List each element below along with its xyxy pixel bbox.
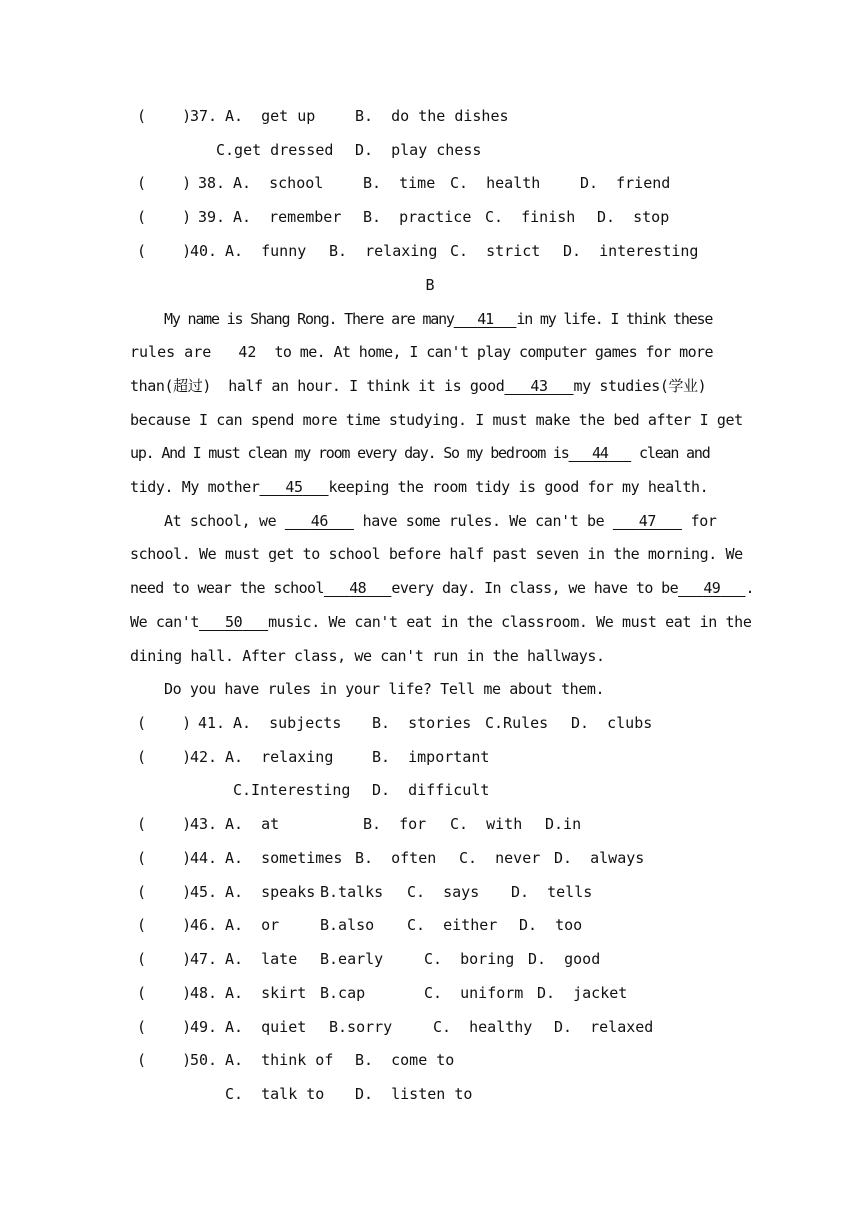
q42-option-a: A. relaxing [225, 748, 334, 766]
q44-option-a: A. sometimes [225, 849, 343, 867]
passage-line: rules are 42 to me. At home, I can't play computer games for more [130, 343, 713, 361]
q39-option-d: D. stop [597, 208, 670, 226]
q40-paren: ( ) [137, 242, 192, 260]
q45-paren: ( ) [137, 883, 192, 901]
q44-option-b: B. often [355, 849, 437, 867]
q37-paren: ( ) [137, 107, 192, 125]
section-title: B [425, 276, 435, 294]
q47-option-c: C. boring [424, 950, 515, 968]
blank-45: 45 [285, 478, 303, 496]
q42-number: 42. [190, 748, 218, 766]
q46-number: 46. [190, 916, 218, 934]
blank-46: 46 [310, 512, 329, 530]
q38-option-d: D. friend [580, 174, 671, 192]
q44-option-d: D. always [554, 849, 645, 867]
q47-option-d: D. good [528, 950, 601, 968]
q40-option-b: B. relaxing [329, 242, 438, 260]
q39-number: 39. [198, 208, 226, 226]
q50-number: 50. [190, 1051, 218, 1069]
blank-43: 43 [530, 377, 548, 395]
q41-option-c: C.Rules [485, 714, 549, 732]
q40-option-d: D. interesting [563, 242, 699, 260]
q44-number: 44. [190, 849, 218, 867]
q46-option-b: B.also [320, 916, 375, 934]
blank-48: 48 [349, 579, 367, 597]
passage-line: than(超过) half an hour. I think it is good 43 my studies(学业) [130, 377, 707, 395]
blank-41: 41 [477, 310, 493, 328]
q48-option-a: A. skirt [225, 984, 307, 1002]
q41-paren: ( ) [137, 714, 192, 732]
q45-option-d: D. tells [511, 883, 593, 901]
q40-option-c: C. strict [450, 242, 541, 260]
q38-option-b: B. time [363, 174, 436, 192]
q39-option-a: A. remember [233, 208, 342, 226]
q49-option-d: D. relaxed [554, 1018, 654, 1036]
q41-number: 41. [198, 714, 226, 732]
q48-option-c: C. uniform [424, 984, 524, 1002]
q48-paren: ( ) [137, 984, 192, 1002]
q38-paren: ( ) [137, 174, 192, 192]
q49-paren: ( ) [137, 1018, 192, 1036]
q37-option-d: D. play chess [355, 141, 482, 159]
q43-option-b: B. for [363, 815, 427, 833]
q42-option-d: D. difficult [372, 781, 490, 799]
q50-option-a: A. think of [225, 1051, 334, 1069]
q37-number: 37. [190, 107, 218, 125]
q43-paren: ( ) [137, 815, 192, 833]
passage-line: tidy. My mother 45 keeping the room tidy is good for my health. [130, 478, 709, 496]
q45-option-b: B.talks [320, 883, 384, 901]
q44-option-c: C. never [459, 849, 541, 867]
q39-option-b: B. practice [363, 208, 472, 226]
q48-option-d: D. jacket [537, 984, 628, 1002]
q39-paren: ( ) [137, 208, 192, 226]
q46-paren: ( ) [137, 916, 192, 934]
passage-line: dining hall. After class, we can't run in the hallways. [130, 647, 605, 665]
q47-paren: ( ) [137, 950, 192, 968]
q45-number: 45. [190, 883, 218, 901]
q47-option-a: A. late [225, 950, 298, 968]
q40-number: 40. [190, 242, 218, 260]
q38-number: 38. [198, 174, 226, 192]
passage-line: Do you have rules in your life? Tell me about them. [164, 680, 605, 698]
q43-number: 43. [190, 815, 218, 833]
q42-paren: ( ) [137, 748, 192, 766]
passage-line: My name is Shang Rong. There are many 41 in my life. I think these [164, 310, 713, 328]
blank-50: 50 [224, 613, 243, 631]
q45-option-a: A. speaks [225, 883, 316, 901]
q49-option-b: B.sorry [329, 1018, 393, 1036]
q49-number: 49. [190, 1018, 218, 1036]
blank-47: 47 [638, 512, 657, 530]
q46-option-a: A. or [225, 916, 280, 934]
q37-option-a: A. get up [225, 107, 316, 125]
passage-line: up. And I must clean my room every day. So my bedroom is 44 clean and [130, 444, 710, 462]
q39-option-c: C. finish [485, 208, 576, 226]
passage-line: school. We must get to school before half past seven in the morning. We [130, 545, 743, 563]
blank-42: 42 [238, 343, 257, 361]
q48-number: 48. [190, 984, 218, 1002]
q43-option-c: C. with [450, 815, 523, 833]
q44-paren: ( ) [137, 849, 192, 867]
q40-option-a: A. funny [225, 242, 307, 260]
q45-option-c: C. says [407, 883, 480, 901]
passage-line: We can't 50 music. We can't eat in the classroom. We must eat in the [130, 613, 752, 631]
q43-option-a: A. at [225, 815, 280, 833]
q43-option-d: D.in [545, 815, 582, 833]
q46-option-c: C. either [407, 916, 498, 934]
q50-option-d: D. listen to [355, 1085, 473, 1103]
passage-line: because I can spend more time studying. I must make the bed after I get [130, 411, 743, 429]
q38-option-c: C. health [450, 174, 541, 192]
q42-option-b: B. important [372, 748, 490, 766]
q49-option-c: C. healthy [433, 1018, 533, 1036]
q37-option-b: B. do the dishes [355, 107, 509, 125]
q37-option-c: C.get dressed [216, 141, 334, 159]
q41-option-d: D. clubs [571, 714, 653, 732]
q41-option-a: A. subjects [233, 714, 342, 732]
q50-option-b: B. come to [355, 1051, 455, 1069]
q47-number: 47. [190, 950, 218, 968]
q42-option-c: C.Interesting [233, 781, 351, 799]
blank-49: 49 [703, 579, 721, 597]
passage-line: At school, we 46 have some rules. We can't be 47 for [164, 512, 717, 530]
q46-option-d: D. too [519, 916, 583, 934]
q49-option-a: A. quiet [225, 1018, 307, 1036]
q38-option-a: A. school [233, 174, 324, 192]
q41-option-b: B. stories [372, 714, 472, 732]
passage-line: need to wear the school 48 every day. In class, we have to be 49 . [130, 579, 754, 597]
q48-option-b: B.cap [320, 984, 366, 1002]
blank-44: 44 [592, 444, 608, 462]
q50-paren: ( ) [137, 1051, 192, 1069]
q47-option-b: B.early [320, 950, 384, 968]
q50-option-c: C. talk to [225, 1085, 325, 1103]
